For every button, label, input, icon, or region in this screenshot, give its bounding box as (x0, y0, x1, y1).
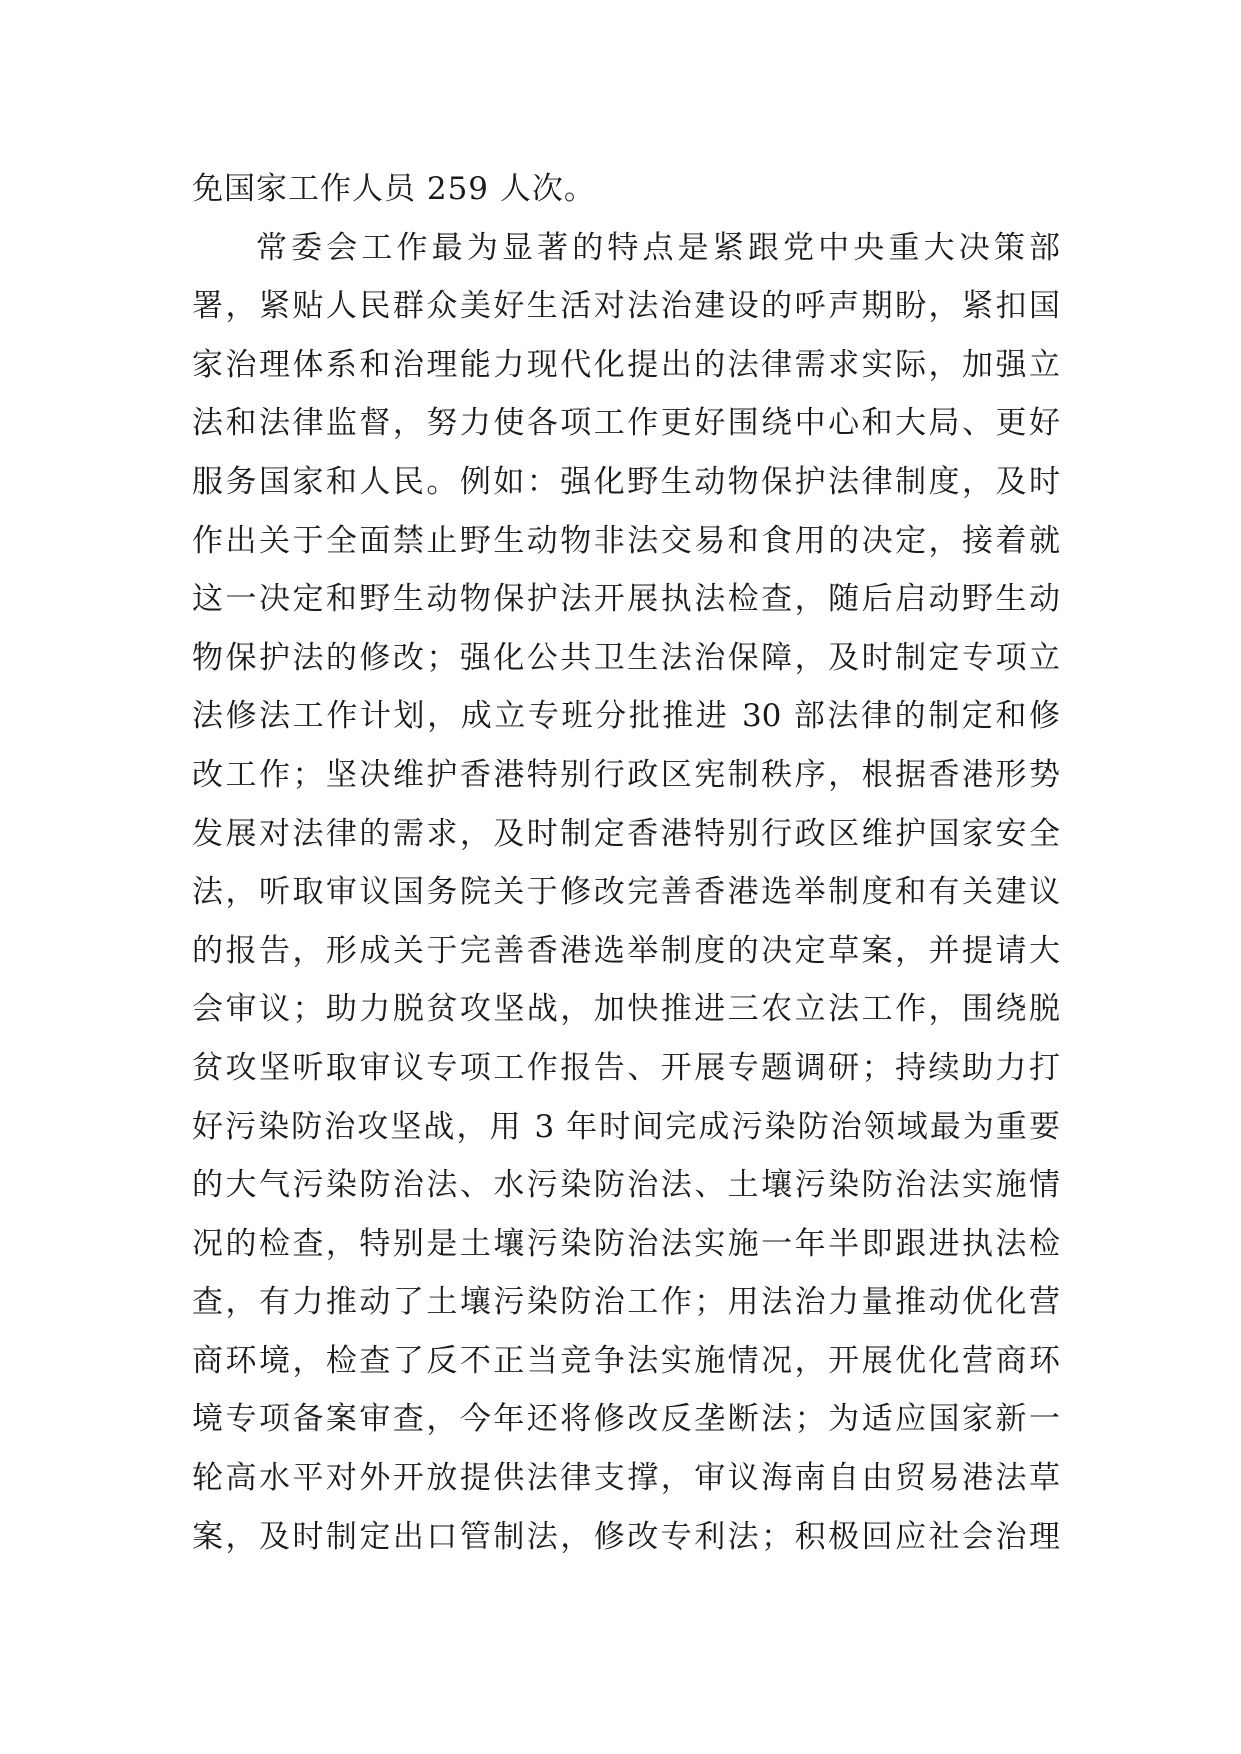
paragraph-line: 况的检查，特别是土壤污染防治法实施一年半即跟进执法检 (192, 1225, 1060, 1262)
paragraph-line: 商环境，检查了反不正当竞争法实施情况，开展优化营商环 (192, 1342, 1060, 1379)
body-text (192, 160, 1060, 1566)
paragraph-line: 贫攻坚听取审议专项工作报告、开展专题调研；持续助力打 (192, 1049, 1060, 1086)
paragraph-line: 境专项备案审查，今年还将修改反垄断法；为适应国家新一 (192, 1401, 1060, 1438)
paragraph-line: 好污染防治攻坚战，用 3 年时间完成污染防治领域最为重要 (192, 1108, 1060, 1145)
paragraph-line: 的报告，形成关于完善香港选举制度的决定草案，并提请大 (192, 932, 1060, 969)
paragraph-line: 家治理体系和治理能力现代化提出的法律需求实际，加强立 (192, 346, 1060, 383)
paragraph-line: 常委会工作最为显著的特点是紧跟党中央重大决策部 (256, 229, 1060, 266)
paragraph-line: 案，及时制定出口管制法，修改专利法；积极回应社会治理 (192, 1518, 1060, 1555)
paragraph-line: 服务国家和人民。例如：强化野生动物保护法律制度，及时 (192, 463, 1060, 500)
paragraph-line: 法，听取审议国务院关于修改完善香港选举制度和有关建议 (192, 874, 1060, 911)
paragraph-line: 法修法工作计划，成立专班分批推进 30 部法律的制定和修 (192, 698, 1060, 735)
paragraph-line: 发展对法律的需求，及时制定香港特别行政区维护国家安全 (192, 815, 1060, 852)
paragraph-line: 查，有力推动了土壤污染防治工作；用法治力量推动优化营 (192, 1284, 1060, 1321)
paragraph-line: 改工作；坚决维护香港特别行政区宪制秩序，根据香港形势 (192, 756, 1060, 793)
paragraph-line: 署，紧贴人民群众美好生活对法治建设的呼声期盼，紧扣国 (192, 288, 1060, 325)
paragraph-line: 物保护法的修改；强化公共卫生法治保障，及时制定专项立 (192, 639, 1060, 676)
paragraph-line: 会审议；助力脱贫攻坚战，加快推进三农立法工作，围绕脱 (192, 991, 1060, 1028)
paragraph-line: 免国家工作人员 259 人次。 (192, 171, 596, 207)
paragraph-line: 法和法律监督，努力使各项工作更好围绕中心和大局、更好 (192, 405, 1060, 442)
paragraph-line: 轮高水平对外开放提供法律支撑，审议海南自由贸易港法草 (192, 1460, 1060, 1497)
paragraph-line: 这一决定和野生动物保护法开展执法检查，随后启动野生动 (192, 581, 1060, 618)
paragraph-line: 作出关于全面禁止野生动物非法交易和食用的决定，接着就 (192, 522, 1060, 559)
paragraph-line: 的大气污染防治法、水污染防治法、土壤污染防治法实施情 (192, 1167, 1060, 1204)
